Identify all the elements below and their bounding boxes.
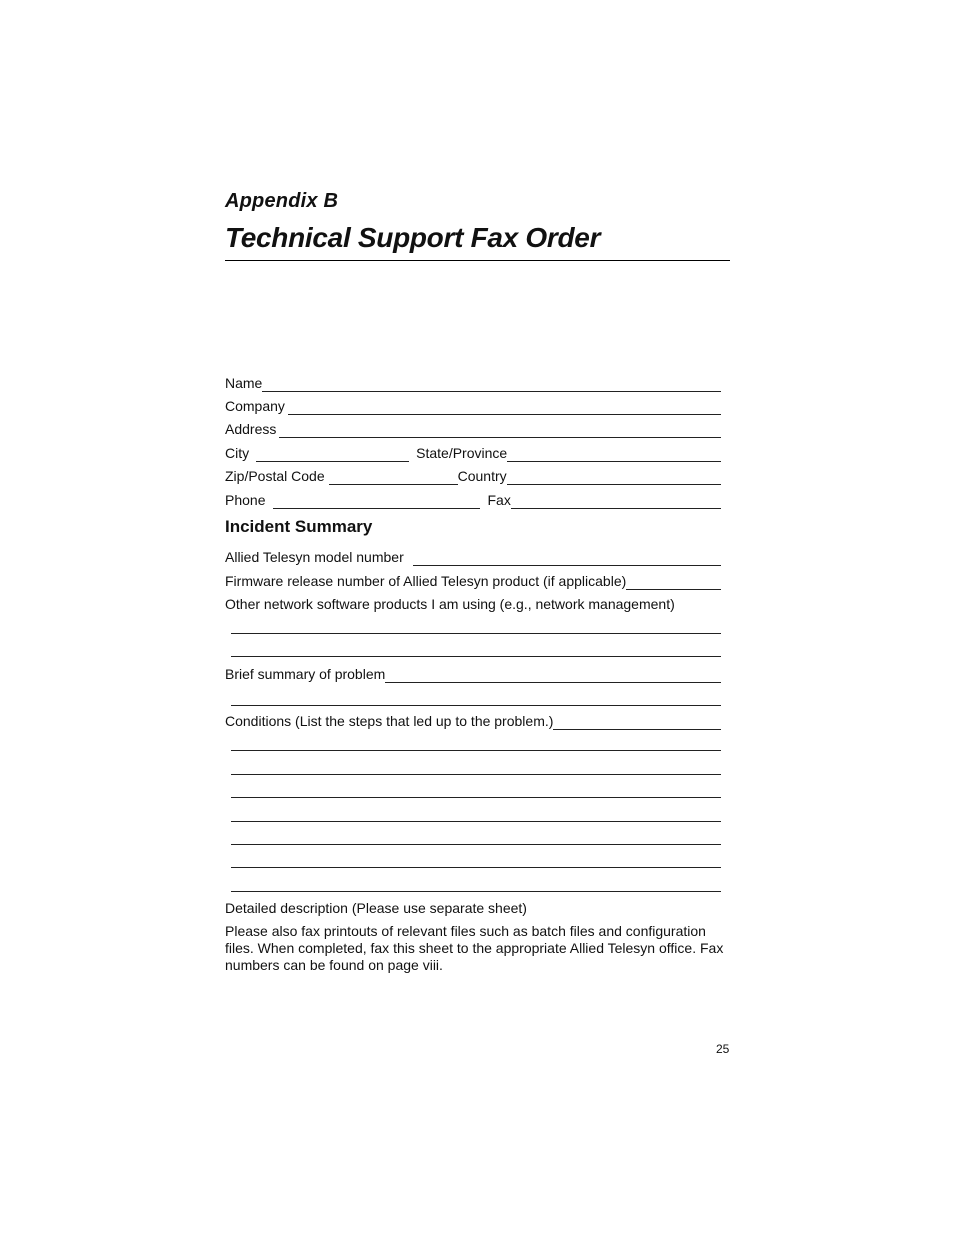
page-title: Technical Support Fax Order [225,222,601,253]
brief-summary-field[interactable] [385,668,721,683]
detailed-description-note: Detailed description (Please use separate sheet) [225,900,527,916]
firmware-label: Firmware release number of Allied Telesyn product (if applicable) [225,573,627,589]
company-label: Company [225,398,285,414]
address-row [225,420,721,438]
fax-instructions: Please also fax printouts of relevant files such as batch files and configuration files. When completed, fax this sheet to the appropriate Allied Telesyn office. Fax numbers can be found on page viii. [225,923,724,973]
brief-summary-label: Brief summary of problem [225,666,386,682]
fax-field[interactable] [511,494,721,509]
conditions-line-4[interactable] [231,821,721,822]
other-software-line-1[interactable] [231,633,721,634]
company-row [225,397,721,415]
zip-label: Zip/Postal Code [225,468,325,484]
incident-summary-heading: Incident Summary [225,517,373,536]
conditions-line-7[interactable] [231,891,721,892]
firmware-row [225,572,721,590]
name-field[interactable] [262,377,721,392]
phone-fax-row [225,491,721,509]
phone-label: Phone [225,492,266,508]
conditions-line-1[interactable] [231,750,721,751]
title-divider [225,260,730,261]
conditions-line-6[interactable] [231,867,721,868]
zip-field[interactable] [329,470,458,485]
name-row [225,374,721,392]
phone-field[interactable] [273,494,480,509]
state-field[interactable] [507,447,721,462]
conditions-field[interactable] [553,715,721,730]
page-number: 25 [716,1042,730,1056]
firmware-field[interactable] [626,575,721,590]
appendix-label: Appendix B [225,190,339,212]
model-label: Allied Telesyn model number [225,549,404,565]
country-field[interactable] [507,470,721,485]
city-state-row [225,444,721,462]
conditions-row [225,712,721,730]
conditions-line-2[interactable] [231,774,721,775]
fax-label: Fax [487,492,511,508]
brief-summary-line-2[interactable] [231,705,721,706]
model-row [225,548,721,566]
company-field[interactable] [288,400,721,415]
address-label: Address [225,421,277,437]
brief-summary-row [225,665,721,683]
conditions-line-5[interactable] [231,844,721,845]
model-field[interactable] [413,551,721,566]
other-software-line-2[interactable] [231,656,721,657]
conditions-line-3[interactable] [231,797,721,798]
address-field[interactable] [279,423,721,438]
city-label: City [225,445,250,461]
country-label: Country [457,468,507,484]
other-software-label: Other network software products I am using (e.g., network management) [225,596,675,612]
state-label: State/Province [416,445,508,461]
city-field[interactable] [256,447,409,462]
conditions-label: Conditions (List the steps that led up to the problem.) [225,713,554,729]
name-label: Name [225,375,263,391]
zip-country-row [225,467,721,485]
